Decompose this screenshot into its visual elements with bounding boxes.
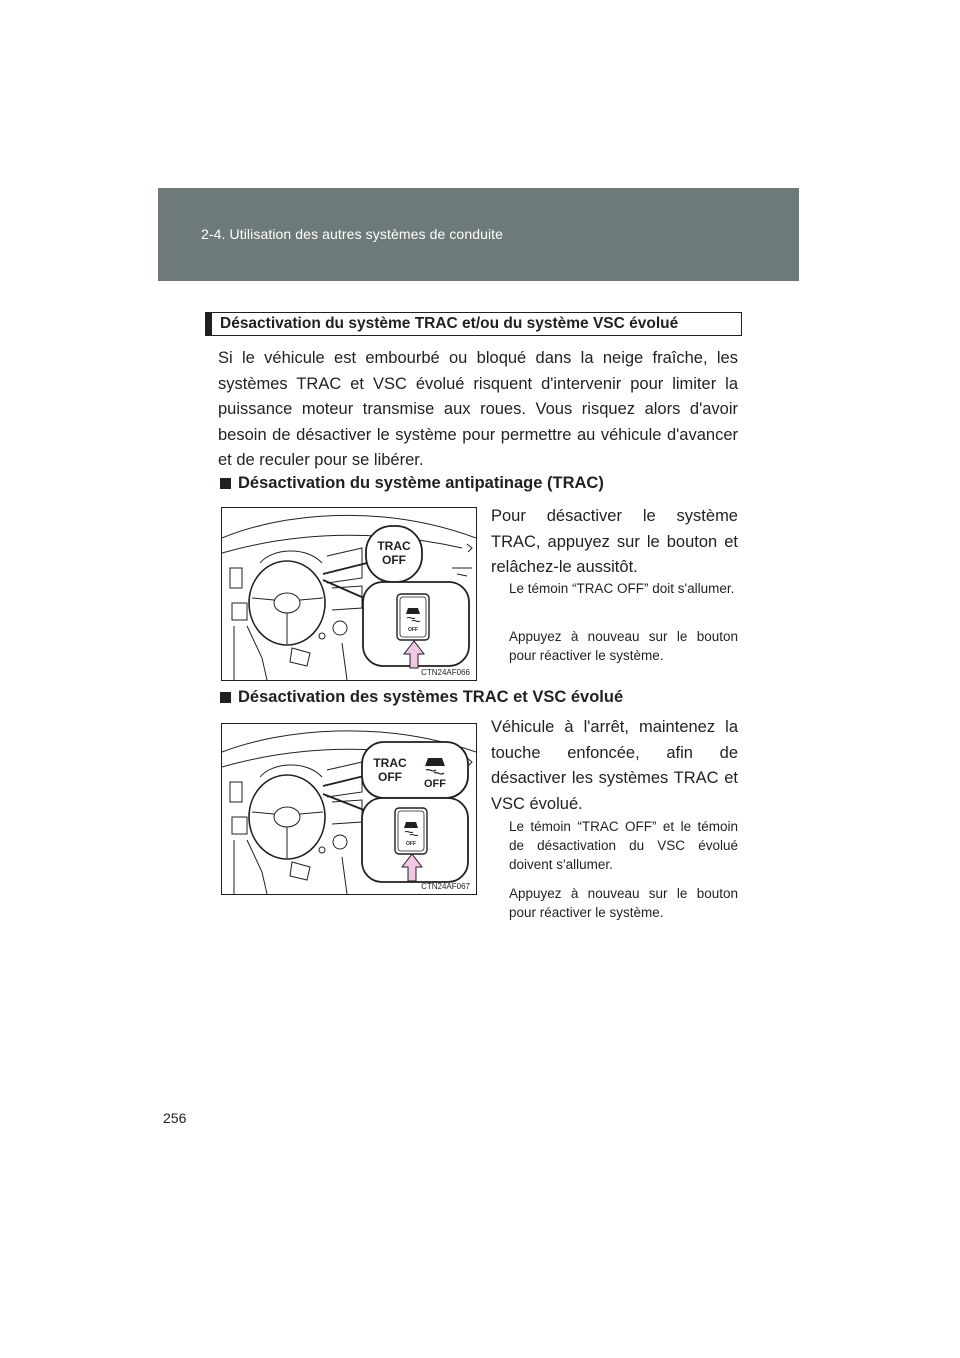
figure-code: CTN24AF066: [421, 668, 470, 677]
section-title-bar: [206, 313, 212, 335]
figure-code: CTN24AF067: [421, 882, 470, 891]
dashboard-illustration-2: [222, 724, 476, 894]
subheading-trac-vsc-text: Désactivation des systèmes TRAC et VSC évolué: [238, 688, 624, 706]
section-breadcrumb: 2-4. Utilisation des autres systèmes de conduite: [201, 226, 504, 242]
dashboard-illustration-1: [222, 508, 476, 680]
figure-trac-vsc-button: [221, 723, 477, 895]
square-bullet-icon: [220, 478, 231, 489]
section-title: Désactivation du système TRAC et/ou du système VSC évolué: [220, 315, 679, 332]
subheading-trac-text: Désactivation du système antipatinage (TRAC): [238, 474, 604, 492]
subheading-trac: [220, 474, 604, 493]
trac-indicator-line1: TRAC: [373, 756, 407, 770]
header-band: [158, 188, 799, 281]
note-trac-vsc-indicator: Le témoin “TRAC OFF” et le témoin de désactivation du VSC évolué doivent s'allumer.: [509, 819, 738, 872]
instruction-trac: Pour désactiver le système TRAC, appuyez sur le bouton et relâchez-le aussitôt.: [491, 507, 738, 576]
page-number: 256: [163, 1110, 187, 1126]
trac-indicator-line1: TRAC: [377, 539, 411, 553]
trac-indicator-line2: OFF: [382, 553, 406, 567]
note-trac-indicator: Le témoin “TRAC OFF” doit s'allumer.: [509, 581, 735, 596]
section-title-box: [205, 312, 742, 336]
svg-text:OFF: OFF: [408, 627, 418, 633]
note-trac-vsc-reactivate: Appuyez à nouveau sur le bouton pour réactiver le système.: [509, 886, 738, 920]
instruction-trac-vsc: Véhicule à l'arrêt, maintenez la touche enfoncée, afin de désactiver les systèmes TRAC et VSC évolué.: [491, 718, 738, 813]
subheading-trac-vsc: [220, 688, 623, 707]
trac-indicator-line2: OFF: [378, 770, 402, 784]
figure-trac-button: [221, 507, 477, 681]
svg-text:OFF: OFF: [424, 778, 446, 790]
intro-paragraph: Si le véhicule est embourbé ou bloqué dans la neige fraîche, les systèmes TRAC et VSC évolué risquent d'intervenir pour limiter la puissance moteur transmise aux roues. Vous risquez alors d'avoir besoin de désactiver le système pour permettre au véhicule d'avancer et de reculer pour se libérer.: [218, 349, 738, 469]
note-trac-reactivate: Appuyez à nouveau sur le bouton pour réactiver le système.: [509, 629, 738, 663]
square-bullet-icon: [220, 692, 231, 703]
svg-text:OFF: OFF: [406, 841, 416, 847]
